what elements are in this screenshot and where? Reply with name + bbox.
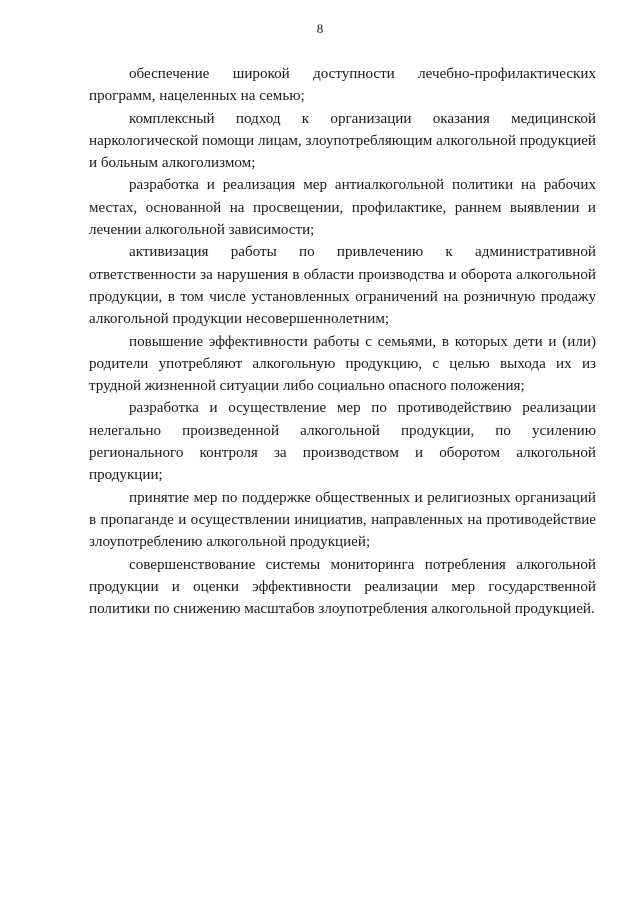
paragraph-administrative-liability: активизация работы по привлечению к административной ответственности за нарушения в области производства и оборота алкогольной продукции, в том числе установленных ограничений на розничную продажу алкогольной продукции несовершеннолетним; [89, 244, 596, 328]
paragraph-workplace-policy: разработка и реализация мер антиалкогольной политики на рабочих местах, основанной на просвещении, профилактике, раннем выявлении и лечении алкогольной зависимости; [89, 177, 596, 239]
paragraph-public-organizations-support: принятие мер по поддержке общественных и религиозных организаций в пропаганде и осуществлении инициатив, направленных на противодействие злоупотреблению алкогольной продукцией; [89, 489, 596, 551]
paragraph-monitoring-system: совершенствование системы мониторинга потребления алкогольной продукции и оценки эффективности реализации мер государственной политики по снижению масштабов злоупотребления алкогольной продукцией. [89, 556, 596, 618]
paragraph-work-with-families: повышение эффективности работы с семьями, в которых дети и (или) родители употребляют алкогольную продукцию, с целью выхода их из трудной жизненной ситуации либо социально опасного положения; [89, 333, 596, 395]
paragraph-narcological-care: комплексный подход к организации оказания медицинской наркологической помощи лицам, злоупотребляющим алкогольной продукцией и больным алкоголизмом; [89, 110, 596, 172]
paragraph-illegal-alcohol-control: разработка и осуществление мер по противодействию реализации нелегально произведенной алкогольной продукции, по усилению регионального контроля за производством и оборотом алкогольной продукции; [89, 400, 596, 484]
paragraph-family-programs: обеспечение широкой доступности лечебно-профилактических программ, нацеленных на семью; [89, 66, 596, 105]
page-number: 8 [316, 21, 324, 36]
document-body [89, 63, 596, 620]
